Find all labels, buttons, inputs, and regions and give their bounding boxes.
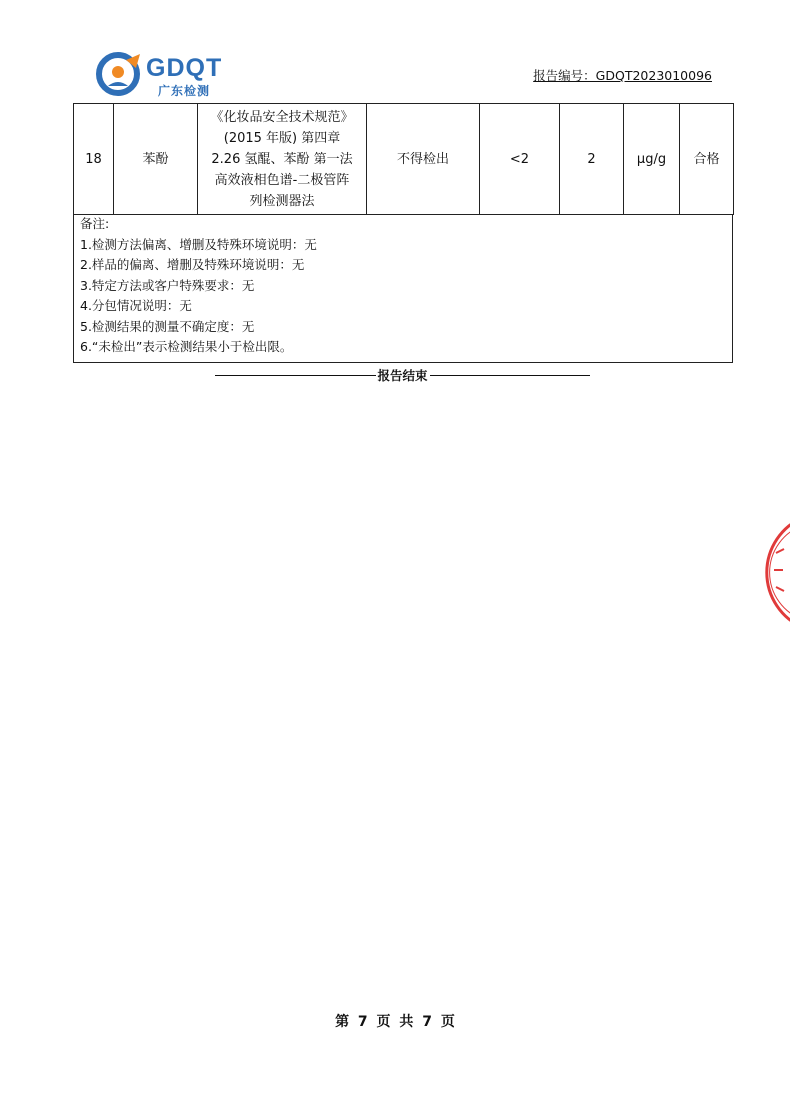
remarks-box <box>73 214 733 363</box>
seal-stamp-icon <box>764 515 790 630</box>
method-line: 2.26 氢醌、苯酚 第一法 <box>211 151 353 167</box>
method-line: (2015 年版) 第四章 <box>223 130 341 146</box>
remark-item: 4.分包情况说明：无 <box>80 298 192 313</box>
gdqt-logo-icon <box>96 50 146 98</box>
logo-subtitle: 广东检测 <box>158 84 211 98</box>
company-logo <box>96 50 236 98</box>
cell-verdict: 合格 <box>680 104 734 215</box>
remark-item: 2.样品的偏离、增删及特殊环境说明：无 <box>80 257 305 272</box>
remark-item: 3.特定方法或客户特殊要求：无 <box>80 277 255 293</box>
cell-item: 苯酚 <box>114 104 198 215</box>
remarks-title: 备注: <box>80 216 110 231</box>
divider <box>430 375 591 376</box>
table-row <box>74 104 734 215</box>
report-number: 报告编号：GDQT2023010096 <box>533 68 712 83</box>
results-table <box>73 103 734 215</box>
cell-limit: 不得检出 <box>367 104 480 215</box>
report-end-text: 报告结束 <box>377 368 428 383</box>
method-line: 《化妆品安全技术规范》 <box>210 109 354 125</box>
cell-unit: μg/g <box>624 104 680 215</box>
remark-item: 6.“未检出”表示检测结果小于检出限。 <box>80 339 293 354</box>
cell-method <box>198 104 367 215</box>
cell-no: 18 <box>74 104 114 215</box>
remark-item: 5.检测结果的测量不确定度：无 <box>80 318 255 334</box>
logo-wordmark: GDQT <box>146 54 223 82</box>
divider <box>215 375 376 376</box>
page-number: 第 7 页 共 7 页 <box>335 1014 455 1030</box>
report-end-line <box>215 366 590 384</box>
cell-detection-limit: 2 <box>560 104 624 215</box>
method-line: 高效液相色谱-二极管阵 <box>214 172 350 188</box>
remark-item: 1.检测方法偏离、增删及特殊环境说明：无 <box>80 236 317 252</box>
method-line: 列检测器法 <box>249 193 315 209</box>
cell-result: <2 <box>480 104 560 215</box>
